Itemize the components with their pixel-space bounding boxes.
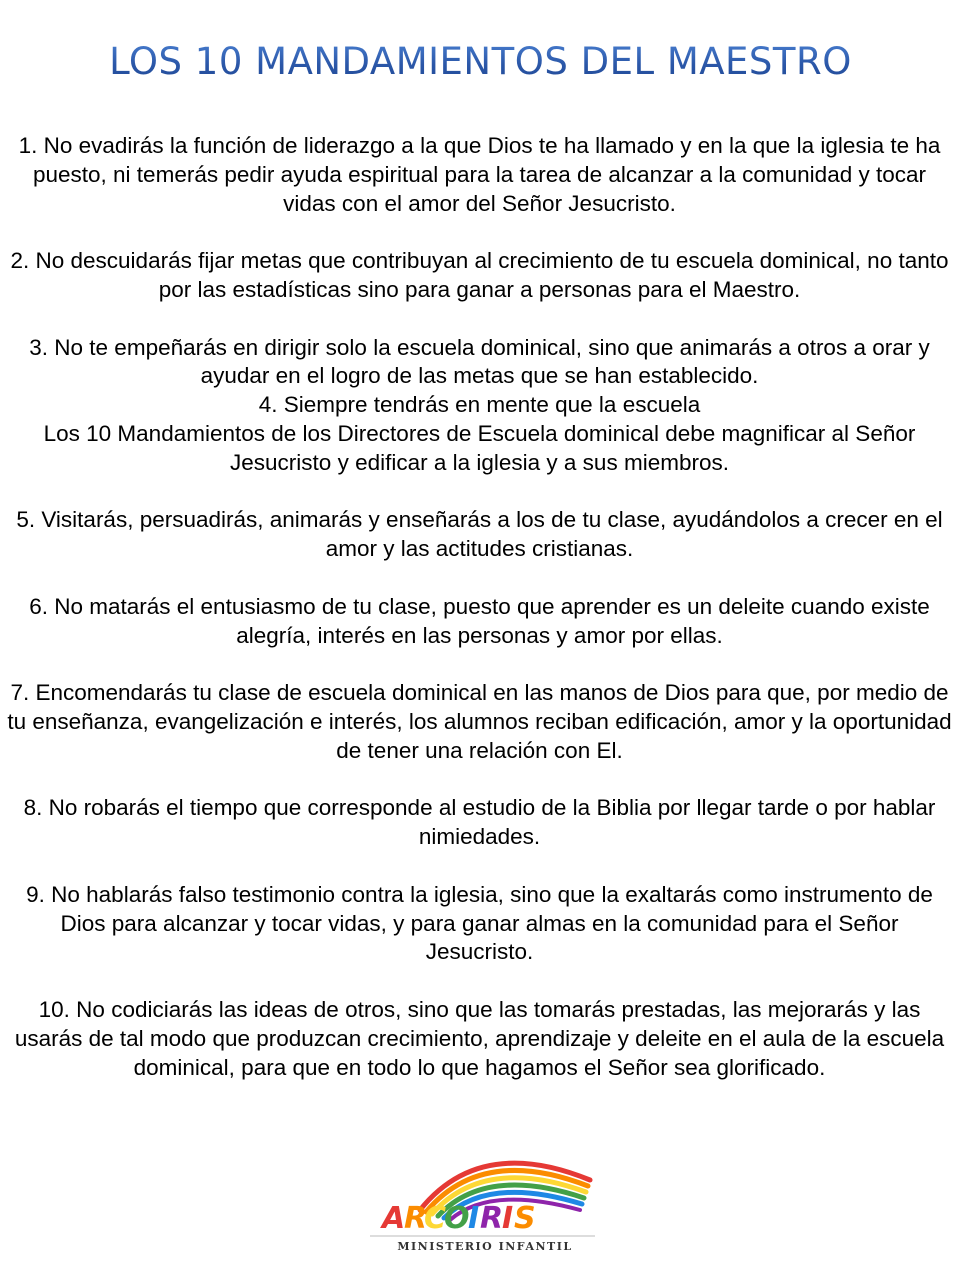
commandment-7: 7. Encomendarás tu clase de escuela dominical en las manos de Dios para que, por medio de tu enseñanza, evangelización e interés, los alumnos reciban edificación, amor y la oportunidad de tener una relación con El. <box>7 680 952 763</box>
commandment-5: 5. Visitarás, persuadirás, animarás y enseñarás a los de tu clase, ayudándolos a crecer en el amor y las actitudes cristianas. <box>16 507 943 562</box>
commandment-4-line-2: Los 10 Mandamientos de los Directores de Escuela dominical debe magnificar al Señor Jesucristo y edificar a la iglesia y a sus miembros. <box>43 420 916 475</box>
commandments-list <box>6 132 953 1082</box>
commandment-1: 1. No evadirás la función de liderazgo a la que Dios te ha llamado y en la que la iglesia te ha puesto, ni temerás pedir ayuda espiritual para la tarea de alcanzar a la comunidad y tocar vidas con el amor del Señor Jesucristo. <box>18 133 941 216</box>
commandment-6: 6. No matarás el entusiasmo de tu clase, puesto que aprender es un deleite cuando existe alegría, interés en las personas y amor por ellas. <box>29 593 930 648</box>
page-title-wrap <box>0 36 959 88</box>
page-title: LOS 10 MANDAMIENTOS DEL MAESTRO <box>109 36 852 88</box>
commandment-4-line-1: 4. Siempre tendrás en mente que la escuela <box>258 392 701 418</box>
commandment-3: 3. No te empeñarás en dirigir solo la escuela dominical, sino que animarás a otros a orar y ayudar en el logro de las metas que se han establecido. <box>29 334 930 389</box>
commandment-8: 8. No robarás el tiempo que corresponde al estudio de la Biblia por llegar tarde o por hablar nimiedades. <box>23 795 936 850</box>
logo-letter-a: A <box>382 1201 406 1236</box>
commandment-10: 10. No codiciarás las ideas de otros, sino que las tomarás prestadas, las mejorarás y las usarás de tal modo que produzcan crecimiento, aprendizaje y deleite en el aula de la escuela dominical, para que en todo lo que hagamos el Señor sea glorificado. <box>14 996 945 1080</box>
logo-letter-r1: R <box>404 1201 428 1236</box>
logo-letter-c: C <box>424 1201 447 1236</box>
logo-subtitle: MINISTERIO INFANTIL <box>397 1240 573 1253</box>
logo-letter-i2: I <box>502 1201 514 1236</box>
logo-letter-o: O <box>444 1201 470 1236</box>
commandment-2: 2. No descuidarás fijar metas que contribuyan al crecimiento de tu escuela dominical, no tanto por las estadísticas sino para ganar a personas para el Maestro. <box>10 248 949 302</box>
commandment-9: 9. No hablarás falso testimonio contra la iglesia, sino que la exaltarás como instrumento de Dios para alcanzar y tocar vidas, y para ganar almas en la comunidad para el Señor Jesucristo. <box>26 881 933 965</box>
logo-letter-i1: I <box>468 1201 480 1236</box>
logo-letter-r2: R <box>480 1201 504 1236</box>
logo-letter-s: S <box>514 1201 536 1236</box>
rainbow-logo-icon <box>360 1140 610 1260</box>
page-title-reflection <box>0 86 959 102</box>
arcoiris-logo <box>360 1140 610 1260</box>
